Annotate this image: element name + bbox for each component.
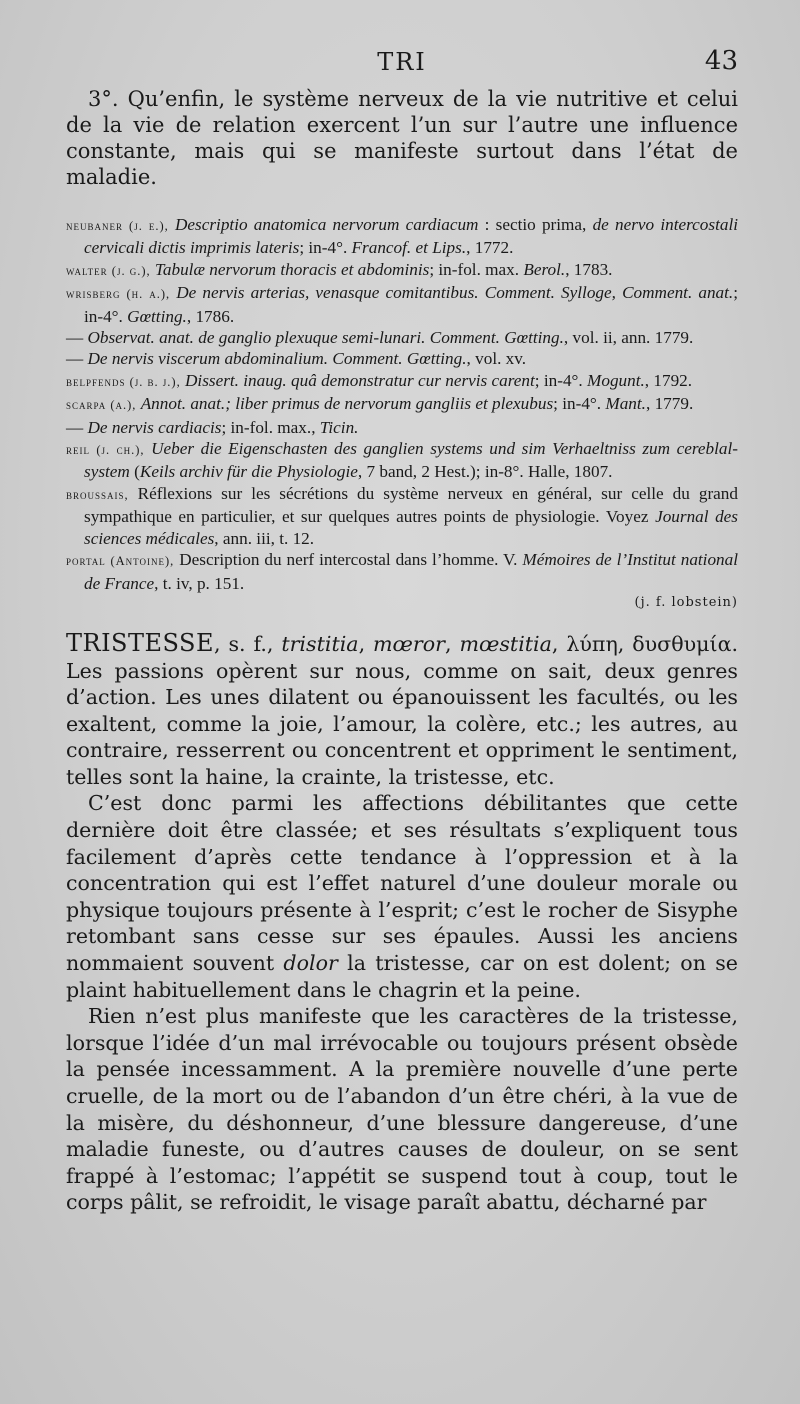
italic-text: Journal des sciences médicales <box>84 507 738 548</box>
italic-text: dolor <box>283 951 338 976</box>
bibliography-entry <box>66 483 738 549</box>
article-first-paragraph <box>66 630 738 791</box>
bibliography-entry <box>66 370 738 393</box>
text-run: , vol. ii, ann. 1779. <box>563 328 694 348</box>
italic-text: De nervis viscerum abdominalium. Comment. Gœtting. <box>87 349 467 369</box>
italic-text: Mogunt. <box>587 370 645 390</box>
intro-paragraph: 3°. Qu’enfin, le système nerveux de la vie nutritive et celui de la vie de relation exercent l’un sur l’autre une influence constante, mais qui se manifeste surtout dans l’état de maladie. <box>66 87 738 189</box>
italic-text: mœstitia <box>459 631 552 656</box>
bibliography-author: broussais, <box>66 487 129 502</box>
bibliography-author: walter (j. g.), <box>66 263 151 278</box>
bibliography-author: portal (Antoine), <box>66 554 175 569</box>
text-run: , 1786. <box>186 306 235 326</box>
bibliography <box>66 214 738 594</box>
bibliography-signature: (j. f. lobstein) <box>634 594 738 610</box>
italic-text: Berol. <box>523 259 566 279</box>
text-run: ; in-fol. max., <box>221 417 320 437</box>
article-tristesse <box>66 630 738 1216</box>
text-run: ; in-4°. <box>299 238 352 258</box>
text-run: : sectio prima, <box>478 215 593 234</box>
text-run: , 1779. <box>645 394 694 414</box>
bibliography-author: scarpa (a.), <box>66 398 137 413</box>
page-number: 43 <box>704 46 738 76</box>
text-run: Description du nerf intercostal dans l’homme. V. <box>174 550 523 570</box>
text-run: ( <box>129 462 140 482</box>
page-header <box>66 40 738 86</box>
bibliography-entry <box>66 327 738 348</box>
text-run: C’est donc parmi les affections débilitantes que cette dernière doit être classée; et ses résultats s’expliquent tous facilement d’après cette tendance à l’oppression et à la concentration qui est l’effet naturel d’une douleur morale ou physique toujours présente à l’esprit; c’est le rocher de Sisyphe retombant sans cesse sur ses épaules. Aussi les anciens nommaient souvent <box>66 791 738 976</box>
italic-text: mœror <box>373 631 446 656</box>
italic-text: Mant. <box>605 394 646 414</box>
bibliography-author: wrisberg (h. a.), <box>66 287 171 302</box>
text-run: , vol. xv. <box>466 349 527 369</box>
running-head: TRI <box>377 48 427 76</box>
text-run: — <box>66 349 88 369</box>
text-run: Rien n’est plus manifeste que les caractères de la tristesse, lorsque l’idée d’un mal irrévocable ou toujours présent obsède la pensée incessamment. A la première nouvelle d’une perte cruelle, de la mort ou de l’abandon d’un être chéri, à la vue de la misère, du déshonneur, d’une blessure dangereuse, d’une maladie funeste, ou d’autres causes de douleur, on se sent frappé à l’estomac; l’appétit se suspend tout à coup, tout le corps pâlit, se refroidit, le visage paraît abattu, décharné par <box>66 1004 738 1215</box>
italic-text: Gœtting. <box>127 306 187 326</box>
italic-text: Keils archiv für die Physiologie <box>139 462 358 482</box>
italic-text: Mémoires de l’Institut national de France <box>84 550 739 593</box>
bibliography-entry <box>66 438 738 483</box>
headword: TRISTESSE <box>66 628 215 657</box>
italic-text: Ticin. <box>319 417 359 437</box>
text-run: la tristesse, car on est dolent; on se plaint habituellement dans le chagrin et la peine. <box>66 951 738 1002</box>
italic-text: De nervis arterias, venasque comitantibus. Comment. Sylloge, Comment. anat. <box>176 283 734 303</box>
italic-text: Tabulæ nervorum thoracis et abdominis <box>154 259 430 279</box>
text-run: Réflexions sur les sécrétions du système nerveux en général, sur celle du grand sympathique en particulier, et sur quelques autres points de physiologie. Voyez <box>84 483 738 527</box>
bibliography-entry <box>66 282 738 327</box>
text-run: , 1792. <box>644 370 693 390</box>
text-run: , λύπη, δυσθυμία. Les passions opèrent sur nous, comme on sait, deux genres d’action. Les unes dilatent ou épanouissent les facultés, ou les exaltent, comme la joie, l’amour, la colère, etc.; les autres, au contraire, resserrent ou concentrent et oppriment le sentiment, telles sont la haine, la crainte, la tristesse, etc. <box>66 631 739 789</box>
bibliography-author: reil (j. ch.), <box>66 443 145 458</box>
text-run: ; in-4°. <box>84 283 739 326</box>
italic-text: Francof. et Lips. <box>351 238 467 258</box>
italic-text: Observat. anat. de ganglio plexuque semi-lunari. Comment. Gœtting. <box>87 328 564 348</box>
italic-text: tristitia <box>281 631 359 656</box>
article-paragraph <box>66 790 738 1003</box>
bibliography-author: belpfends (j. b. j.), <box>66 374 181 389</box>
bibliography-author: neubaner (j. e.), <box>66 219 169 233</box>
text-run: ; in-fol. max. <box>429 259 524 279</box>
bibliography-entry <box>66 259 738 282</box>
text-run: , t. iv, p. 151. <box>154 573 245 593</box>
text-run: , s. f., <box>214 631 282 656</box>
article-paragraph <box>66 1003 738 1216</box>
text-run: , <box>358 631 374 656</box>
text-run: , 7 band, 2 Hest.); in-8°. Halle, 1807. <box>357 462 613 482</box>
text-run: ; in-4°. <box>553 394 606 414</box>
italic-text: Descriptio anatomica nervorum cardiacum <box>175 215 479 234</box>
bibliography-entry <box>66 348 738 369</box>
italic-text: Dissert. inaug. quâ demonstratur cur nervis carent <box>185 370 535 390</box>
italic-text: Ueber die Eigenschasten des ganglien systems und sim Verhaeltniss zum cereblal-system <box>84 439 739 482</box>
text-run: , 1772. <box>466 238 514 258</box>
article-paragraphs <box>66 790 738 1216</box>
bibliography-entry <box>66 549 738 594</box>
text-run: , 1783. <box>565 259 613 279</box>
bibliography-entry <box>66 417 738 438</box>
text-run: — <box>66 417 88 437</box>
bibliography-entry <box>66 393 738 416</box>
bibliography-entry <box>66 214 738 259</box>
italic-text: De nervis cardiacis <box>87 417 222 437</box>
text-run: ; in-4°. <box>534 370 588 390</box>
text-run: — <box>66 328 88 348</box>
italic-text: Annot. anat.; liber primus de nervorum gangliis et plexubus <box>140 394 554 414</box>
text-run: , ann. iii, t. 12. <box>214 528 315 548</box>
text-run: , <box>445 631 460 656</box>
italic-text: de nervo intercostali cervicali dictis imprimis lateris <box>84 215 738 258</box>
